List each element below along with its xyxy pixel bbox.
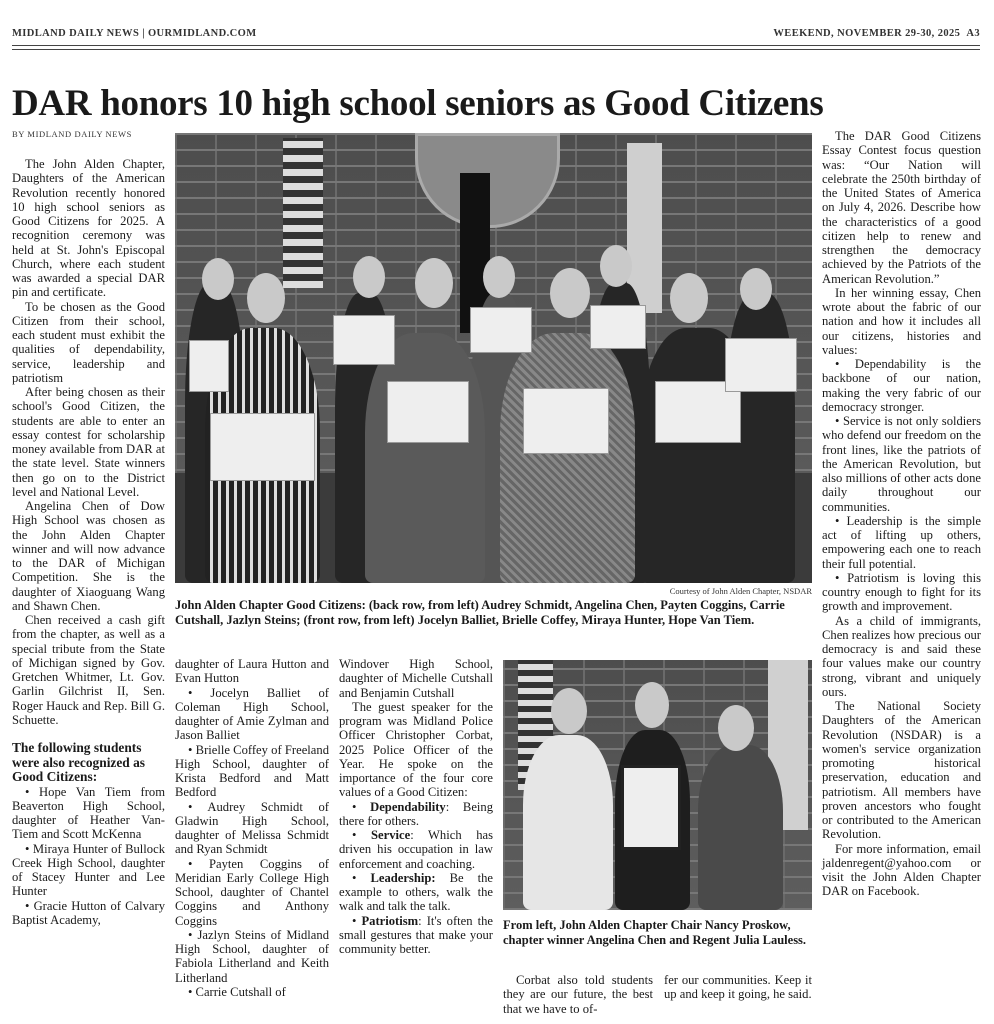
list-item: • Patriotism: It's often the small gestures that make your community better. bbox=[339, 913, 493, 956]
second-photo bbox=[503, 660, 812, 910]
headline: DAR honors 10 high school seniors as Good Citizens bbox=[12, 83, 824, 124]
paragraph: After being chosen as their school's Good Citizen, the students are able to enter an essay contest for scholarship money available from DAR at the state level. State winners then go on to the District level and National Level. bbox=[12, 385, 165, 499]
paragraph: Angelina Chen of Dow High School was chosen as the John Alden Chapter winner and will now advance to the DAR of Michigan Competition. She is the daughter of Xiaoguang Wang and Shawn Chen. bbox=[12, 499, 165, 613]
photo-credit: Courtesy of John Alden Chapter, NSDAR bbox=[669, 586, 812, 596]
paragraph: For more information, email jaldenregent@yahoo.com or visit the John Alden Chapter DAR on Facebook. bbox=[822, 841, 981, 899]
list-item: • Dependability: Being there for others. bbox=[339, 799, 493, 828]
list-item: • Jazlyn Steins of Midland High School, daughter of Fabiola Litherland and Keith Litherland bbox=[175, 927, 329, 985]
second-photo-caption: From left, John Alden Chapter Chair Nancy Proskow, chapter winner Angelina Chen and Regent Julia Lauless. bbox=[503, 918, 807, 947]
paragraph: The John Alden Chapter, Daughters of the American Revolution recently honored 10 high school seniors as Good Citizens for 2025. A recognition ceremony was held at St. John's Episcopal Church, where each student was awarded a special DAR pin and certificate. bbox=[12, 157, 165, 300]
paragraph: The National Society Daughters of the American Revolution (NSDAR) is a women's service organization promoting historical preservation, education and patriotism. All members have proven ancestors who fought or contributed to the American Revolution. bbox=[822, 699, 981, 842]
article-column-3 bbox=[339, 657, 493, 956]
us-flag-image bbox=[283, 138, 323, 288]
paragraph: The guest speaker for the program was Midland Police Officer Christopher Corbat, 2025 Police Officer of the Year. He spoke on the importance of the four core values of a Good Citizen: bbox=[339, 699, 493, 800]
paragraph: Corbat also told students they are our future, the best that we have to of- bbox=[503, 973, 653, 1016]
list-item: • Brielle Coffey of Freeland High School, daughter of Krista Bedford and Matt Bedford bbox=[175, 742, 329, 800]
paragraph: daughter of Laura Hutton and Evan Hutton bbox=[175, 657, 329, 686]
header-rule bbox=[12, 45, 980, 46]
article-column-right bbox=[822, 129, 981, 899]
value-text: Be the example to others, walk the walk and talk the talk. bbox=[339, 870, 493, 914]
paragraph: In her winning essay, Chen wrote about the fabric of our nation and how it includes all our citizens, histories and values: bbox=[822, 285, 981, 357]
article-column-5 bbox=[664, 973, 812, 1002]
paragraph: Chen received a cash gift from the chapter, as well as a special tribute from the State of Michigan signed by Gov. Gretchen Whitmer, Lt. Gov. Garlin Gilchrist II, Sen. Roger Hauck and Rep. Bill G. Schuette. bbox=[12, 613, 165, 727]
article-column-1 bbox=[12, 157, 165, 927]
paragraph: Windover High School, daughter of Michelle Cutshall and Benjamin Cutshall bbox=[339, 657, 493, 700]
article-column-4 bbox=[503, 973, 653, 1016]
list-item: • Carrie Cutshall of bbox=[188, 984, 286, 999]
value-name: Service bbox=[371, 828, 411, 842]
value-text: : Being there for others. bbox=[339, 799, 493, 828]
value-text: : Which has driven his occupation in law enforcement and coaching. bbox=[339, 828, 493, 871]
byline: BY MIDLAND DAILY NEWS bbox=[12, 129, 132, 139]
paragraph: To be chosen as the Good Citizen from their school, each student must exhibit the qualities of dependability, service, leadership and patriotism bbox=[12, 299, 165, 385]
page-number: A3 bbox=[966, 28, 980, 39]
header-rule bbox=[12, 49, 980, 50]
list-item: • Service: Which has driven his occupation in law enforcement and coaching. bbox=[339, 828, 493, 871]
list-item: • Audrey Schmidt of Gladwin High School, daughter of Melissa Schmidt and Ryan Schmidt bbox=[175, 799, 329, 857]
subheading: The following students were also recognized as Good Citizens: bbox=[12, 740, 146, 784]
value-name: Dependability bbox=[370, 799, 446, 814]
list-item: • Hope Van Tiem from Beaverton High School, daughter of Heather Van-Tiem and Scott McKenna bbox=[12, 784, 165, 842]
page-header bbox=[12, 28, 980, 44]
publication-name: MIDLAND DAILY NEWS | OURMIDLAND.COM bbox=[12, 28, 257, 39]
value-text: : It's often the small gestures that make your community better. bbox=[339, 913, 493, 956]
paragraph: As a child of immigrants, Chen realizes how precious our democracy is and said these four values make our country strong, vibrant and uniquely ours. bbox=[822, 613, 981, 699]
list-item: • Leadership: Be the example to others, walk the walk and talk the talk. bbox=[339, 870, 493, 914]
date-text: WEEKEND, NOVEMBER 29-30, 2025 bbox=[773, 28, 961, 39]
main-photo bbox=[175, 133, 812, 583]
issue-date bbox=[773, 28, 980, 44]
list-item: • Miraya Hunter of Bullock Creek High School, daughter of Stacey Hunter and Lee Hunter bbox=[12, 841, 165, 899]
list-item: • Jocelyn Balliet of Coleman High School, daughter of Amie Zylman and Jason Balliet bbox=[175, 685, 329, 743]
list-item: • Patriotism is loving this country enough to fight for its growth and improvement. bbox=[822, 570, 981, 614]
value-name: Patriotism bbox=[361, 913, 419, 928]
main-photo-caption: John Alden Chapter Good Citizens: (back row, from left) Audrey Schmidt, Angelina Chen, Payten Coggins, Carrie Cutshall, Jazlyn Steins; (front row, from left) Jocelyn Balliet, Brielle Coffey, Miraya Hunter, Hope Van Tiem. bbox=[175, 598, 785, 627]
value-name: Leadership: bbox=[370, 870, 436, 885]
paragraph: fer our communities. Keep it up and keep it going, he said. bbox=[664, 973, 812, 1002]
list-item: • Service is not only soldiers who defend our freedom on the front lines, like the patriots of the American Revolution, but also millions of other acts done daily throughout our communities. bbox=[822, 414, 981, 514]
list-item: • Gracie Hutton of Calvary Baptist Academy, bbox=[12, 898, 165, 927]
list-item: • Dependability is the backbone of our nation, making the very fabric of our democracy stronger. bbox=[822, 357, 981, 414]
list-item: • Leadership is the simple act of lifting up others, empowering each one to reach their full potential. bbox=[822, 513, 981, 571]
list-item: • Payten Coggins of Meridian Early College High School, daughter of Chantel Coggins and Anthony Coggins bbox=[175, 856, 329, 928]
paragraph: The DAR Good Citizens Essay Contest focus question was: “Our Nation will celebrate the 250th birthday of the United States of America on July 4, 2026. Describe how the characteristics of a good citizen help to renew and strengthen the democracy achieved by the Patriots of the American Revolution.” bbox=[822, 129, 981, 286]
article-column-2 bbox=[175, 657, 329, 999]
